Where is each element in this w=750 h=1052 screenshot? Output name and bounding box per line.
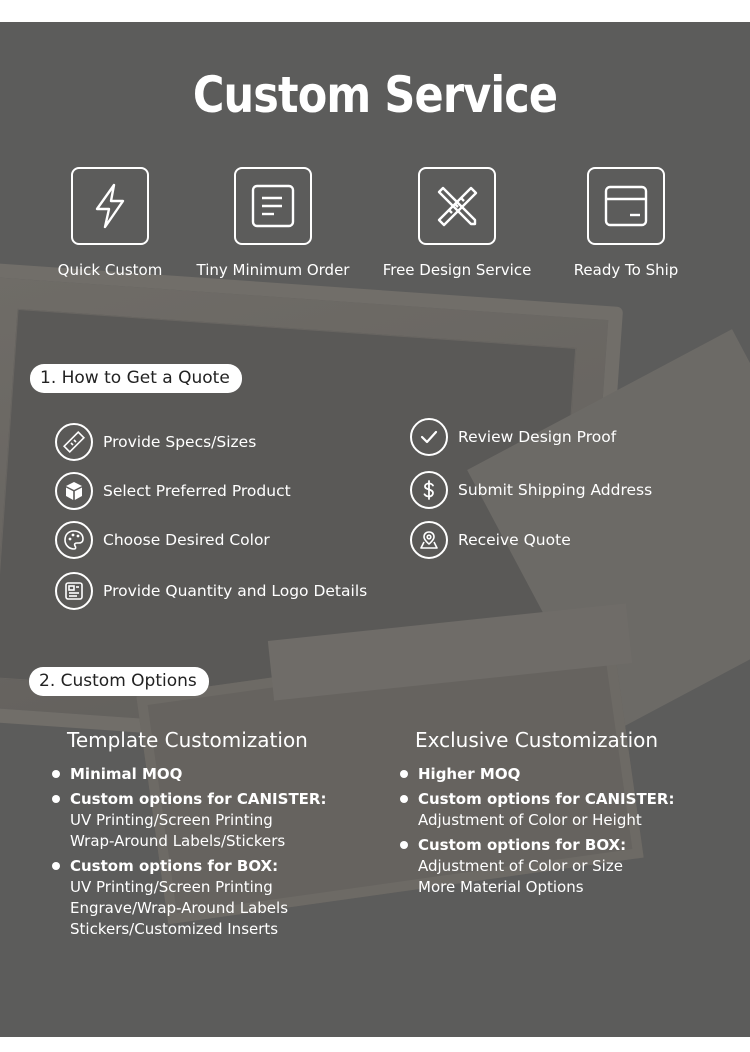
feature-row: [0, 167, 750, 297]
feature-label: Quick Custom: [57, 261, 163, 279]
dollar-icon: [410, 471, 448, 509]
template-options-list: [52, 764, 382, 944]
feature-free-design: [367, 167, 547, 279]
package-icon: [587, 167, 665, 245]
feature-ready-to-ship: [536, 167, 716, 279]
step-label: Review Design Proof: [458, 428, 617, 446]
feature-label: Ready To Ship: [573, 261, 679, 279]
feature-label: Tiny Minimum Order: [196, 261, 350, 279]
step-shipping-address: [410, 471, 652, 509]
list-item: Custom options for CANISTER: UV Printing/Screen Printing Wrap-Around Labels/Stickers: [52, 789, 382, 852]
location-pin-icon: [410, 521, 448, 559]
feature-label: Free Design Service: [382, 261, 532, 279]
quote-section-heading: 1. How to Get a Quote: [30, 364, 242, 393]
feature-quick-custom: [20, 167, 200, 279]
lightning-icon: [71, 167, 149, 245]
id-card-icon: [55, 572, 93, 610]
list-item: Custom options for CANISTER: Adjustment of Color or Height: [400, 789, 730, 831]
step-label: Provide Specs/Sizes: [103, 433, 257, 451]
exclusive-customization-title: Exclusive Customization: [415, 728, 659, 752]
checkmark-icon: [410, 418, 448, 456]
step-quantity-logo: [55, 572, 367, 610]
step-label: Provide Quantity and Logo Details: [103, 582, 368, 600]
step-label: Receive Quote: [458, 531, 571, 549]
step-choose-color: [55, 521, 270, 559]
ruler-icon: [55, 423, 93, 461]
palette-icon: [55, 521, 93, 559]
list-item: Custom options for BOX: Adjustment of Color or Size More Material Options: [400, 835, 730, 898]
list-item: Minimal MOQ: [52, 764, 382, 785]
step-receive-quote: [410, 521, 571, 559]
cube-icon: [55, 472, 93, 510]
template-customization-title: Template Customization: [67, 728, 308, 752]
exclusive-options-list: [400, 764, 730, 902]
list-item: Custom options for BOX: UV Printing/Screen Printing Engrave/Wrap-Around Labels Stickers/Customized Inserts: [52, 856, 382, 940]
feature-tiny-moq: [183, 167, 363, 279]
options-section-heading: 2. Custom Options: [29, 667, 209, 696]
step-select-product: [55, 472, 291, 510]
step-provide-specs: [55, 423, 256, 461]
step-label: Select Preferred Product: [103, 482, 291, 500]
step-label: Submit Shipping Address: [458, 481, 653, 499]
pencil-ruler-icon: [418, 167, 496, 245]
document-icon: [234, 167, 312, 245]
page-title: Custom Service: [192, 66, 558, 124]
step-review-proof: [410, 418, 616, 456]
step-label: Choose Desired Color: [103, 531, 270, 549]
list-item: Higher MOQ: [400, 764, 730, 785]
